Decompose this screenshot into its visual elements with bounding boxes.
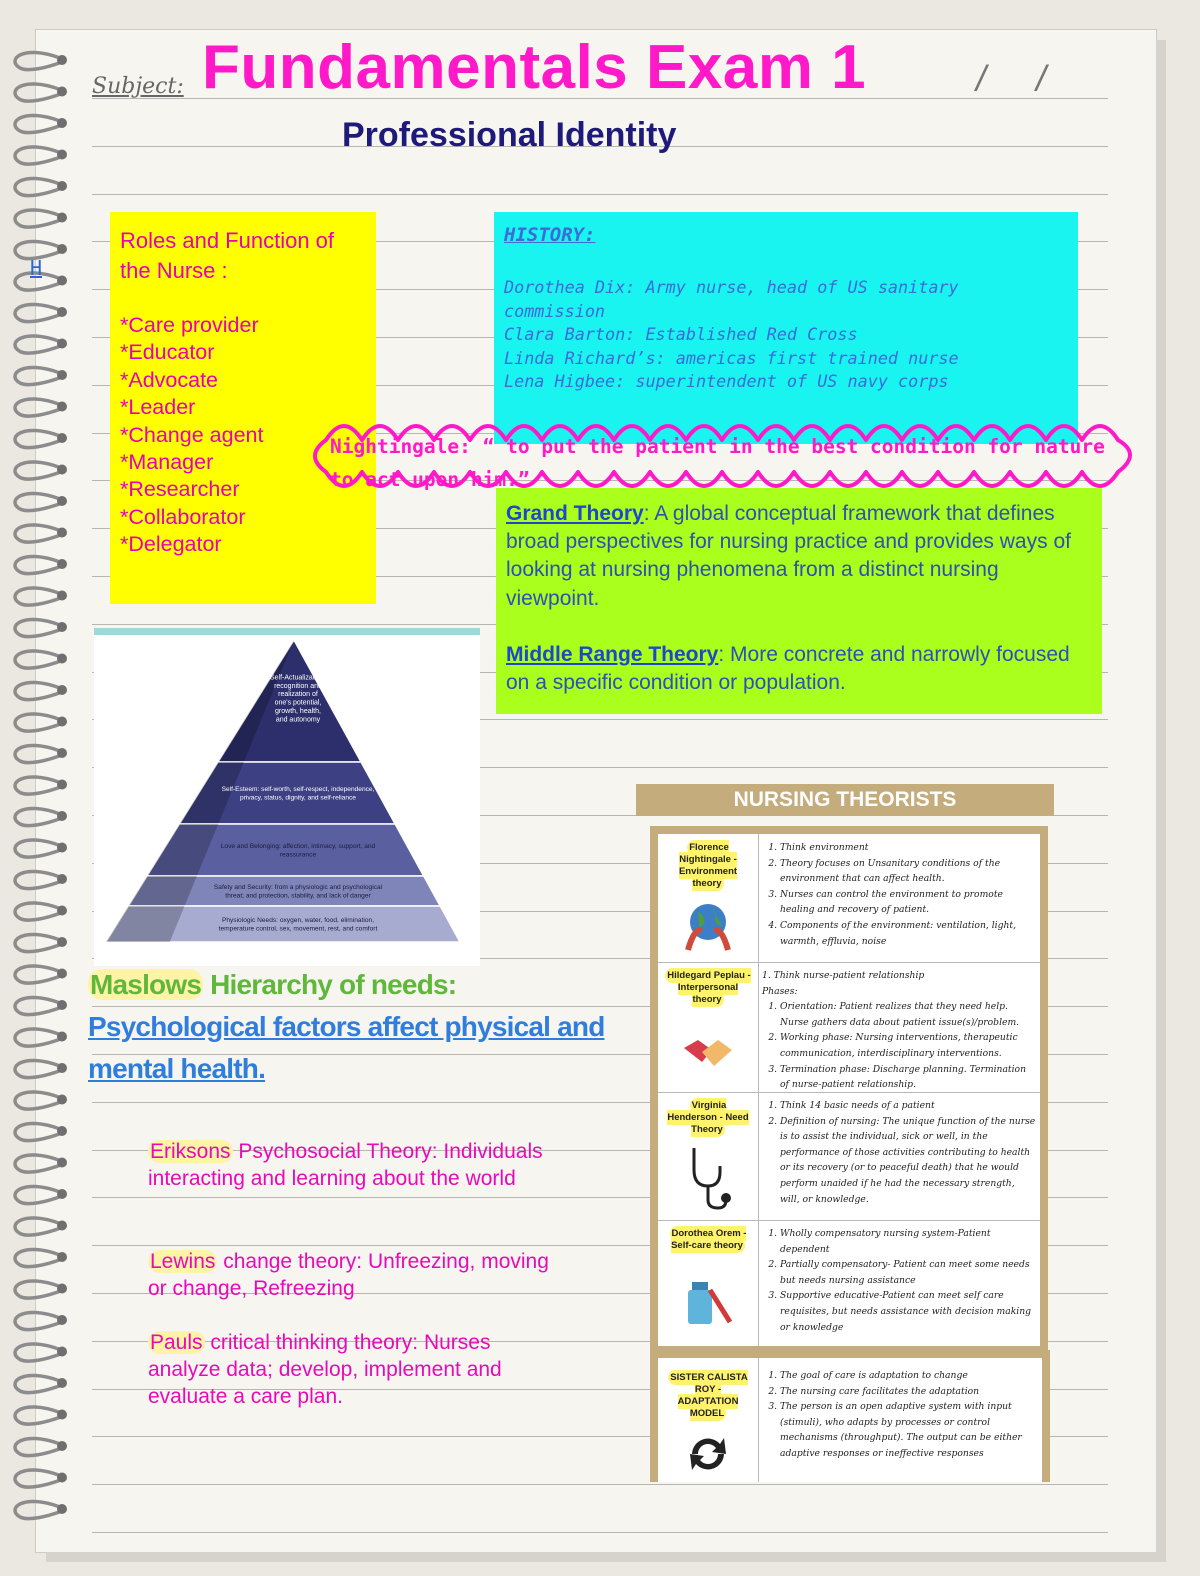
date-field: / / — [976, 58, 1067, 99]
pyramid-level-label: Self-Actualization: recognition and realization of one's potential, growth, health, and autonomy — [269, 674, 327, 724]
spiral-ring — [15, 493, 62, 510]
spiral-ring — [15, 903, 62, 920]
table-row — [658, 1092, 1040, 1221]
theorists-card — [650, 826, 1048, 1354]
spiral-ring — [15, 997, 62, 1014]
history-line: Dorothea Dix: Army nurse, head of US sanitary commission — [504, 277, 959, 321]
list-item: *Collaborator — [120, 504, 246, 529]
table-row — [658, 962, 1040, 1093]
list-item: *Researcher — [120, 477, 240, 502]
spiral-hole — [57, 87, 67, 97]
spiral-ring — [15, 1281, 62, 1298]
spiral-hole — [57, 496, 67, 506]
spiral-ring — [15, 1092, 62, 1109]
table-row — [658, 834, 1040, 963]
nursing-theorists-header: NURSING THEORISTS — [636, 784, 1054, 816]
nightingale-quote: Nightingale: “ to put the patient in the best condition for nature to act upon him.” — [330, 435, 1105, 491]
spiral-hole — [57, 717, 67, 727]
spiral-ring — [15, 304, 62, 321]
spiral-hole — [57, 465, 67, 475]
spiral-hole — [57, 307, 67, 317]
spiral-ring — [15, 1186, 62, 1203]
spiral-hole — [57, 1347, 67, 1357]
theory-text: change theory: Unfreezing, moving or change, Refreezing — [148, 1250, 549, 1300]
spiral-hole — [57, 1252, 67, 1262]
spiral-hole — [57, 748, 67, 758]
theory-box — [496, 488, 1102, 714]
roy-table — [658, 1358, 1042, 1482]
self-care-icon — [678, 1270, 738, 1330]
spiral-ring — [15, 367, 62, 384]
spiral-ring — [15, 178, 62, 195]
spiral-ring — [15, 556, 62, 573]
theorist-name: Dorothea Orem - Self-care theory — [671, 1228, 747, 1251]
spiral-ring — [15, 210, 62, 227]
spiral-ring — [15, 1218, 62, 1235]
spiral-ring — [15, 966, 62, 983]
spiral-ring — [15, 399, 62, 416]
spiral-hole — [57, 1284, 67, 1294]
table-row — [658, 1220, 1040, 1346]
spiral-ring — [15, 1470, 62, 1487]
spiral-ring — [15, 745, 62, 762]
spiral-hole — [57, 1032, 67, 1042]
spiral-hole — [57, 1063, 67, 1073]
spiral-ring — [15, 1249, 62, 1266]
spiral-ring — [15, 588, 62, 605]
history-heading: HISTORY: — [504, 224, 596, 246]
spiral-hole — [57, 1473, 67, 1483]
theorist-name: Florence Nightingale - Environment theory — [678, 842, 738, 889]
spiral-ring — [15, 619, 62, 636]
erikson-theory — [148, 1138, 568, 1192]
stethoscope-icon — [678, 1142, 738, 1212]
pyramid-level-label: Safety and Security: from a physiologic and psychological threat; and protection, stability, and lack of danger — [213, 884, 383, 900]
spiral-hole — [57, 622, 67, 632]
pyramid-level-label: Self-Esteem: self-worth, self-respect, independence, privacy, status, dignity, and self-reliance — [221, 786, 375, 802]
spiral-ring — [15, 1155, 62, 1172]
ruled-line — [92, 194, 1108, 195]
list-item: *Educator — [120, 340, 215, 365]
side-link[interactable]: H — [30, 256, 43, 280]
spiral-ring — [15, 651, 62, 668]
spiral-hole — [57, 1189, 67, 1199]
spiral-ring — [15, 1123, 62, 1140]
theorist-description: 1. Think 14 basic needs of a patient 2. Definition of nursing: The unique function of the nurse is to assist the individual, sick or well, in the performance of those activities contributing to health or its recovery (or to peaceful death) that he would perform unaided if he had the necessary strength, will, or knowledge. — [762, 1098, 1036, 1207]
spiral-hole — [57, 1315, 67, 1325]
theorist-name: SISTER CALISTA ROY - ADAPTATION MODEL — [670, 1372, 748, 1419]
spiral-hole — [57, 213, 67, 223]
handshake-icon — [678, 1024, 738, 1084]
ruled-line — [92, 1484, 1108, 1485]
spiral-hole — [57, 433, 67, 443]
spiral-hole — [57, 276, 67, 286]
list-item: *Manager — [120, 450, 214, 475]
theorist-description: 1. Think environment 2. Theory focuses on Unsanitary conditions of the environment that can affect health. 3. Nurses can control the environment to promote healing and recovery of patient. 4. Components of the environment: ventilation, light, warmth, effluvia, noise — [762, 840, 1036, 949]
spiral-ring — [15, 1344, 62, 1361]
spiral-ring — [15, 336, 62, 353]
theorist-description: 1. Think nurse-patient relationship Phases: 1. Orientation: Patient realizes that they need help. Nurse gathers data about patient issue(s)/problem. 2. Working phase: Nursing interventions, therapeutic communication, interdisciplinary interventions. 3. Termination phase: Discharge planning. Termination of nurse-patient relationship. — [762, 968, 1036, 1093]
spiral-hole — [57, 843, 67, 853]
spiral-hole — [57, 906, 67, 916]
spiral-hole — [57, 780, 67, 790]
spiral-hole — [57, 654, 67, 664]
roles-box — [110, 212, 376, 604]
spiral-hole — [57, 591, 67, 601]
history-line: Linda Richard’s: americas first trained nurse — [504, 347, 959, 368]
theorist-description: 1. Wholly compensatory nursing system-Patient dependent 2. Partially compensatory- Patient can meet some needs but needs nursing assistance 3. Supportive educative-Patient can meet self care requisites, but needs assistance with decision making or knowledge — [762, 1226, 1036, 1335]
spiral-ring — [15, 808, 62, 825]
spiral-ring — [15, 147, 62, 164]
spiral-hole — [57, 402, 67, 412]
list-item: *Change agent — [120, 422, 264, 447]
spiral-ring — [15, 430, 62, 447]
theory-highlight: Pauls — [150, 1331, 203, 1354]
spiral-ring — [15, 84, 62, 101]
spiral-hole — [57, 1126, 67, 1136]
roy-card — [650, 1350, 1050, 1482]
ruled-line — [92, 1532, 1108, 1533]
list-item: *Care provider — [120, 313, 259, 337]
list-item: *Delegator — [120, 532, 222, 557]
spiral-ring — [15, 1407, 62, 1424]
spiral-hole — [57, 1378, 67, 1388]
spiral-hole — [57, 1221, 67, 1231]
history-line: Clara Barton: Established Red Cross — [504, 324, 858, 344]
theorist-name: Virginia Henderson - Need Theory — [667, 1100, 749, 1135]
spiral-ring — [15, 115, 62, 132]
spiral-ring — [15, 52, 62, 69]
middle-theory-text: : More concrete and narrowly focused on a specific condition or population. — [506, 642, 1070, 695]
grand-theory-text: : A global conceptual framework that defines broad perspectives for nursing practice and provides ways of looking at nursing phenomena from a distinct nursing viewpoint. — [506, 502, 1071, 610]
grand-theory-term: Grand Theory — [506, 502, 644, 525]
maslow-pyramid-image — [94, 628, 480, 966]
spiral-hole — [57, 1504, 67, 1514]
pyramid-level-label: Physiologic Needs: oxygen, water, food, elimination, temperature control, sex, movement, rest, and comfort — [218, 917, 378, 933]
spiral-hole — [57, 528, 67, 538]
spiral-ring — [15, 934, 62, 951]
spiral-hole — [57, 1441, 67, 1451]
spiral-hole — [57, 370, 67, 380]
spiral-hole — [57, 118, 67, 128]
maslow-heading-rest: Hierarchy of needs: — [203, 969, 457, 1000]
spiral-hole — [57, 1410, 67, 1420]
subject-label: Subject: — [92, 74, 184, 99]
spiral-ring — [15, 1312, 62, 1329]
spiral-hole — [57, 559, 67, 569]
spiral-hole — [57, 969, 67, 979]
middle-range-theory — [506, 641, 1092, 697]
nursing-theorists-image — [636, 784, 1056, 1482]
theorist-description: 1. The goal of care is adaptation to change 2. The nursing care facilitates the adaptation 3. The person is an open adaptive system with input (stimuli), who adapts by processes or control mechanisms (throughput). The output can be either adaptive responses or ineffective responses — [762, 1368, 1036, 1462]
paul-theory — [148, 1329, 568, 1410]
globe-icon — [678, 894, 738, 954]
spiral-ring — [15, 840, 62, 857]
roles-heading: Roles and Function of the Nurse : — [120, 228, 335, 283]
middle-theory-term: Middle Range Theory — [506, 642, 719, 666]
spiral-ring — [15, 777, 62, 794]
page-subtitle: Professional Identity — [342, 116, 677, 154]
spiral-hole — [57, 874, 67, 884]
spiral-hole — [57, 181, 67, 191]
theory-highlight: Eriksons — [150, 1140, 231, 1163]
list-item: *Advocate — [120, 367, 219, 392]
spiral-ring — [15, 1029, 62, 1046]
spiral-ring — [15, 462, 62, 479]
image-top-bar — [94, 628, 480, 635]
spiral-hole — [57, 1000, 67, 1010]
recycle-icon — [678, 1430, 738, 1478]
spiral-hole — [57, 685, 67, 695]
spiral-hole — [57, 55, 67, 65]
page-title: Fundamentals Exam 1 — [202, 33, 867, 102]
list-item: *Leader — [120, 395, 196, 420]
spiral-hole — [57, 339, 67, 349]
spiral-ring — [15, 1375, 62, 1392]
pyramid-graphic — [94, 628, 480, 966]
spiral-ring — [15, 1501, 62, 1518]
spiral-ring — [15, 871, 62, 888]
grand-theory — [506, 500, 1092, 613]
theorist-name: Hildegard Peplau - Interpersonal theory — [667, 970, 751, 1005]
spiral-ring — [15, 682, 62, 699]
spiral-hole — [57, 1095, 67, 1105]
maslow-caption — [88, 964, 648, 1090]
spiral-hole — [57, 811, 67, 821]
spiral-ring — [15, 1060, 62, 1077]
maslow-highlight: Maslows — [90, 969, 202, 1000]
lewin-theory — [148, 1248, 568, 1302]
spiral-hole — [57, 150, 67, 160]
spiral-ring — [15, 1438, 62, 1455]
theory-highlight: Lewins — [150, 1250, 216, 1273]
spiral-ring — [15, 525, 62, 542]
spiral-hole — [57, 244, 67, 254]
theory-text: Psychosocial Theory: Individuals interacting and learning about the world — [148, 1140, 543, 1190]
maslow-description: Psychological factors affect physical and mental health. — [88, 1011, 605, 1084]
spiral-hole — [57, 937, 67, 947]
spiral-ring — [15, 714, 62, 731]
theory-text: critical thinking theory: Nurses analyze data; develop, implement and evaluate a care plan. — [148, 1331, 502, 1408]
theorists-table — [658, 834, 1040, 1346]
spiral-hole — [57, 1158, 67, 1168]
pyramid-level-label: Love and Belonging: affection, intimacy, support, and reassurance — [220, 843, 376, 859]
history-line: Lena Higbee: superintendent of US navy corps — [504, 371, 949, 391]
